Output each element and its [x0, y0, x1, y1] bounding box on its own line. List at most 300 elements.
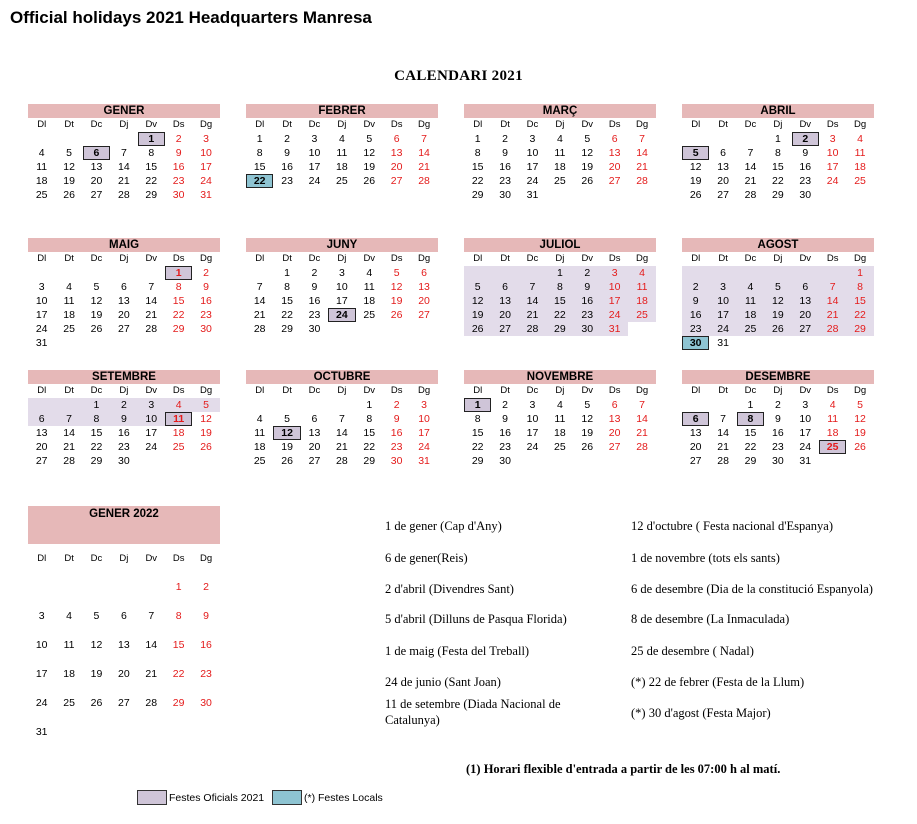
- day-cell: 27: [390, 175, 403, 187]
- day-cell: 29: [363, 455, 376, 467]
- weekday-header: Dt: [282, 385, 292, 396]
- weekday-header: Dc: [526, 253, 539, 264]
- day-cell: 15: [471, 161, 484, 173]
- day-cell: 23: [281, 175, 293, 187]
- day-cell: 15: [253, 161, 266, 173]
- day-cell: 25: [554, 175, 566, 187]
- day-cell: 23: [172, 175, 185, 187]
- weekday-header: Dg: [853, 253, 867, 264]
- weekday-header: Ds: [826, 119, 839, 130]
- month-agost: [682, 238, 874, 350]
- day-cell: 26: [363, 175, 376, 187]
- weekday-header: Dt: [282, 119, 292, 130]
- day-cell: 15: [363, 427, 376, 439]
- empty-day: [491, 266, 518, 280]
- day-cell: 29: [772, 189, 784, 201]
- weekday-header: Dl: [473, 385, 483, 396]
- month-grid: [464, 252, 656, 336]
- day-cell: 8: [284, 281, 290, 293]
- day-cell: 19: [90, 309, 103, 321]
- day-cell: 18: [63, 668, 75, 680]
- official-holiday-day: 2: [792, 132, 819, 146]
- day-cell: 11: [363, 281, 375, 293]
- day-cell: 14: [145, 295, 158, 307]
- day-cell: 8: [175, 281, 182, 293]
- day-cell: 19: [200, 427, 212, 439]
- day-cell: 25: [63, 323, 75, 335]
- day-cell: 14: [819, 294, 846, 308]
- day-cell: 19: [764, 308, 791, 322]
- weekday-header: Dv: [145, 385, 158, 396]
- empty-day: [301, 398, 328, 412]
- weekday-header: Dl: [37, 253, 47, 264]
- day-cell: 23: [682, 322, 709, 336]
- day-cell: 16: [118, 427, 130, 439]
- day-cell: 20: [118, 309, 130, 321]
- weekday-header: Dc: [90, 119, 103, 130]
- weekday-header: Dv: [799, 385, 812, 396]
- weekday-header: Dv: [145, 119, 158, 130]
- day-cell: 26: [689, 189, 702, 201]
- empty-day: [110, 266, 137, 280]
- day-cell: 26: [581, 441, 594, 453]
- day-cell: 7: [720, 413, 726, 425]
- empty-day: [28, 573, 55, 602]
- weekday-header: Dl: [37, 385, 47, 396]
- weekday-header: Dg: [853, 119, 867, 130]
- day-cell: 21: [519, 308, 546, 322]
- day-cell: 5: [93, 281, 100, 293]
- day-cell: 13: [792, 294, 819, 308]
- day-cell: 17: [526, 427, 539, 439]
- day-cell: 4: [556, 399, 563, 411]
- official-holiday-day: 8: [737, 412, 764, 426]
- day-cell: 27: [418, 309, 430, 321]
- day-cell: 5: [857, 399, 863, 411]
- day-cell: 2: [502, 133, 508, 145]
- weekday-header: Dv: [363, 253, 376, 264]
- day-cell: 13: [608, 147, 621, 159]
- month-grid: [464, 118, 656, 202]
- empty-day: [110, 132, 137, 146]
- day-cell: 16: [200, 639, 212, 651]
- day-cell: 28: [819, 322, 846, 336]
- day-cell: 6: [28, 412, 55, 426]
- day-cell: 9: [203, 281, 209, 293]
- day-cell: 10: [35, 639, 48, 651]
- day-cell: 18: [628, 294, 655, 308]
- day-cell: 23: [499, 441, 511, 453]
- day-cell: 5: [192, 398, 219, 412]
- month-header: JUNY: [246, 238, 438, 252]
- day-cell: 21: [636, 161, 648, 173]
- legend-official-label: Festes Oficials 2021: [169, 791, 265, 804]
- holiday-item: 1 de maig (Festa del Treball): [385, 644, 530, 658]
- day-cell: 9: [574, 280, 601, 294]
- day-cell: 9: [284, 147, 290, 159]
- day-cell: 5: [284, 413, 290, 425]
- day-cell: 18: [737, 308, 764, 322]
- day-cell: 2: [284, 133, 290, 145]
- month-gener-2022: [28, 506, 220, 747]
- day-cell: 20: [717, 175, 729, 187]
- day-cell: 17: [35, 668, 48, 680]
- day-cell: 15: [172, 295, 185, 307]
- official-holiday-day: 6: [682, 412, 709, 426]
- day-cell: 28: [336, 455, 348, 467]
- holiday-item: 5 d'abril (Dilluns de Pasqua Florida): [385, 612, 567, 626]
- official-holiday-day: 1: [464, 398, 491, 412]
- day-cell: 29: [172, 323, 185, 335]
- day-cell: 12: [200, 413, 212, 425]
- month-setembre: [28, 370, 220, 468]
- month-header: FEBRER: [246, 104, 438, 118]
- day-cell: 5: [764, 280, 791, 294]
- weekday-header: Ds: [826, 253, 839, 264]
- month-header: OCTUBRE: [246, 370, 438, 384]
- month-header: AGOST: [682, 238, 874, 252]
- day-cell: 21: [717, 441, 729, 453]
- flexible-hours-note: (1) Horari flexible d'entrada a partir de les 07:00 h al matí.: [466, 762, 781, 776]
- day-cell: 13: [689, 427, 702, 439]
- weekday-header: Ds: [172, 253, 185, 264]
- day-cell: 28: [636, 441, 648, 453]
- weekday-header: Dv: [145, 553, 158, 564]
- month-octubre: [246, 370, 438, 468]
- day-cell: 19: [281, 441, 293, 453]
- weekday-header: Dc: [90, 253, 103, 264]
- day-cell: 16: [799, 161, 812, 173]
- day-cell: 3: [38, 281, 45, 293]
- day-cell: 28: [519, 322, 546, 336]
- day-cell: 31: [35, 726, 48, 738]
- day-cell: 29: [546, 322, 573, 336]
- weekday-header: Dl: [37, 553, 47, 564]
- month-gener: [28, 104, 220, 202]
- day-cell: 30: [390, 455, 403, 467]
- day-cell: 7: [148, 281, 155, 293]
- weekday-header: Dc: [308, 385, 321, 396]
- day-cell: 4: [165, 398, 192, 412]
- day-cell: 21: [819, 308, 846, 322]
- day-cell: 17: [145, 427, 158, 439]
- weekday-header: Dv: [581, 253, 594, 264]
- day-cell: 25: [172, 441, 185, 453]
- weekday-header: Dt: [718, 253, 728, 264]
- day-cell: 27: [717, 189, 729, 201]
- weekday-header: Dc: [526, 119, 539, 130]
- day-cell: 26: [464, 322, 491, 336]
- day-cell: 1: [546, 266, 573, 280]
- day-cell: 27: [118, 697, 130, 709]
- official-holiday-day: 1: [138, 132, 165, 146]
- weekday-header: Dt: [500, 119, 510, 130]
- empty-day: [273, 398, 300, 412]
- day-cell: 11: [628, 280, 655, 294]
- day-cell: 12: [581, 413, 594, 425]
- day-cell: 18: [363, 295, 376, 307]
- day-cell: 8: [83, 412, 110, 426]
- weekday-header: Dl: [255, 253, 265, 264]
- day-cell: 7: [639, 133, 645, 145]
- day-cell: 18: [35, 175, 48, 187]
- day-cell: 12: [90, 639, 103, 651]
- day-cell: 12: [363, 147, 376, 159]
- weekday-header: Dt: [64, 385, 74, 396]
- holiday-item: 24 de junio (Sant Joan): [385, 675, 501, 689]
- weekday-header: Dc: [744, 119, 757, 130]
- weekday-header: Dl: [691, 253, 701, 264]
- day-cell: 13: [418, 281, 430, 293]
- official-holiday-day: 11: [165, 412, 192, 426]
- day-cell: 20: [390, 161, 403, 173]
- empty-day: [83, 573, 110, 602]
- weekday-header: Dt: [64, 253, 74, 264]
- weekday-header: Dg: [417, 253, 431, 264]
- weekday-header: Dg: [417, 385, 431, 396]
- day-cell: 9: [311, 281, 318, 293]
- day-cell: 29: [846, 322, 873, 336]
- day-cell: 27: [792, 322, 819, 336]
- month-desembre: [682, 370, 874, 468]
- day-cell: 8: [846, 280, 873, 294]
- day-cell: 16: [200, 295, 212, 307]
- day-cell: 8: [175, 610, 182, 622]
- weekday-header: Ds: [608, 253, 621, 264]
- weekday-header: Dt: [500, 385, 510, 396]
- day-cell: 2: [203, 581, 209, 593]
- weekday-header: Dj: [555, 119, 565, 130]
- day-cell: 2: [502, 399, 508, 411]
- day-cell: 11: [554, 413, 566, 425]
- month-grid: [28, 384, 220, 468]
- weekday-header: Dg: [635, 385, 649, 396]
- day-cell: 30: [118, 455, 130, 467]
- day-cell: 27: [608, 175, 621, 187]
- holiday-item: 6 de desembre (Dia de la constitució Espanyola): [631, 582, 873, 596]
- day-cell: 20: [608, 161, 621, 173]
- day-cell: 9: [682, 294, 709, 308]
- day-cell: 11: [63, 639, 75, 651]
- day-cell: 16: [499, 427, 511, 439]
- day-cell: 11: [336, 147, 348, 159]
- weekday-header: Dt: [718, 385, 728, 396]
- day-cell: 9: [203, 610, 209, 622]
- day-cell: 17: [601, 294, 628, 308]
- day-cell: 28: [717, 455, 729, 467]
- day-cell: 23: [799, 175, 812, 187]
- day-cell: 17: [826, 161, 839, 173]
- day-cell: 14: [253, 295, 266, 307]
- empty-day: [110, 573, 137, 602]
- day-cell: 4: [338, 133, 345, 145]
- empty-day: [138, 573, 165, 602]
- day-cell: 10: [601, 280, 628, 294]
- empty-day: [246, 398, 273, 412]
- day-cell: 10: [526, 147, 539, 159]
- weekday-header: Dc: [90, 553, 103, 564]
- weekday-header: Dt: [718, 119, 728, 130]
- day-cell: 19: [90, 668, 103, 680]
- day-cell: 13: [118, 295, 130, 307]
- day-cell: 15: [744, 427, 757, 439]
- day-cell: 2: [311, 267, 318, 279]
- day-cell: 3: [421, 399, 427, 411]
- day-cell: 1: [474, 133, 481, 145]
- day-cell: 10: [418, 413, 430, 425]
- month-header: JULIOL: [464, 238, 656, 252]
- month-header: NOVEMBRE: [464, 370, 656, 384]
- day-cell: 29: [90, 455, 103, 467]
- day-cell: 27: [118, 323, 130, 335]
- day-cell: 17: [336, 295, 348, 307]
- day-cell: 22: [172, 309, 185, 321]
- weekday-header: Dt: [500, 253, 510, 264]
- day-cell: 19: [854, 427, 866, 439]
- weekday-header: Dj: [119, 553, 129, 564]
- weekday-header: Dl: [691, 119, 701, 130]
- day-cell: 18: [253, 441, 266, 453]
- day-cell: 26: [90, 323, 103, 335]
- weekday-header: Ds: [608, 385, 621, 396]
- day-cell: 5: [93, 610, 100, 622]
- month-juliol: [464, 238, 656, 336]
- weekday-header: Ds: [390, 385, 403, 396]
- day-cell: 19: [390, 295, 403, 307]
- day-cell: 4: [66, 281, 72, 293]
- day-cell: 21: [636, 427, 648, 439]
- day-cell: 24: [145, 441, 158, 453]
- day-cell: 23: [200, 668, 212, 680]
- empty-day: [55, 573, 82, 602]
- day-cell: 13: [491, 294, 518, 308]
- legend-official: [137, 790, 264, 805]
- day-cell: 26: [200, 441, 212, 453]
- month-grid: [464, 384, 656, 468]
- day-cell: 14: [744, 161, 757, 173]
- day-cell: 13: [118, 639, 130, 651]
- holiday-item: 25 de desembre ( Nadal): [631, 644, 754, 658]
- weekday-header: Dv: [799, 119, 812, 130]
- day-cell: 14: [717, 427, 729, 439]
- day-cell: 12: [689, 161, 702, 173]
- day-cell: 25: [35, 189, 48, 201]
- day-cell: 31: [717, 337, 729, 349]
- day-cell: 19: [464, 308, 491, 322]
- empty-day: [83, 132, 110, 146]
- weekday-header: Dg: [199, 385, 213, 396]
- day-cell: 21: [145, 668, 158, 680]
- day-cell: 2: [574, 266, 601, 280]
- day-cell: 25: [253, 455, 266, 467]
- day-cell: 31: [601, 322, 628, 336]
- day-cell: 19: [363, 161, 376, 173]
- day-cell: 29: [744, 455, 757, 467]
- day-cell: 30: [499, 455, 511, 467]
- day-cell: 9: [110, 412, 137, 426]
- day-cell: 22: [90, 441, 103, 453]
- weekday-header: Dv: [581, 385, 594, 396]
- day-cell: 24: [799, 441, 812, 453]
- empty-day: [792, 266, 819, 280]
- day-cell: 18: [172, 427, 185, 439]
- official-holiday-day: 5: [682, 146, 709, 160]
- holiday-item: 8 de desembre (La Inmaculada): [631, 612, 790, 626]
- month-grid: [28, 252, 220, 350]
- day-cell: 3: [802, 399, 809, 411]
- holiday-item: 11 de setembre (Diada Nacional de Catalunya): [385, 697, 561, 727]
- day-cell: 16: [772, 427, 784, 439]
- weekday-header: Dg: [199, 553, 213, 564]
- day-cell: 1: [747, 399, 754, 411]
- empty-day: [709, 266, 736, 280]
- day-cell: 1: [846, 266, 873, 280]
- day-cell: 28: [636, 175, 648, 187]
- day-cell: 20: [118, 668, 130, 680]
- day-cell: 12: [581, 147, 594, 159]
- day-cell: 1: [284, 267, 290, 279]
- empty-day: [138, 266, 165, 280]
- day-cell: 6: [491, 280, 518, 294]
- day-cell: 13: [308, 427, 321, 439]
- day-cell: 10: [799, 413, 812, 425]
- empty-day: [737, 266, 764, 280]
- day-cell: 3: [709, 280, 736, 294]
- empty-day: [246, 266, 273, 280]
- weekday-header: Dj: [119, 119, 129, 130]
- day-cell: 26: [854, 441, 866, 453]
- empty-day: [682, 132, 709, 146]
- day-cell: 2: [175, 133, 182, 145]
- day-cell: 3: [529, 133, 536, 145]
- day-cell: 24: [418, 441, 430, 453]
- day-cell: 5: [66, 147, 72, 159]
- day-cell: 12: [390, 281, 403, 293]
- weekday-header: Ds: [172, 385, 185, 396]
- day-cell: 12: [854, 413, 866, 425]
- day-cell: 14: [336, 427, 348, 439]
- day-cell: 21: [336, 441, 348, 453]
- day-cell: 18: [826, 427, 839, 439]
- day-cell: 4: [556, 133, 563, 145]
- calendar-title: CALENDARI 2021: [394, 68, 523, 84]
- day-cell: 7: [819, 280, 846, 294]
- holiday-item: 6 de gener(Reis): [385, 551, 468, 565]
- weekday-header: Dl: [473, 119, 483, 130]
- weekday-header: Ds: [390, 119, 403, 130]
- weekday-header: Dj: [555, 253, 565, 264]
- day-cell: 10: [526, 413, 539, 425]
- day-cell: 22: [546, 308, 573, 322]
- day-cell: 26: [63, 189, 75, 201]
- day-cell: 1: [366, 399, 373, 411]
- day-cell: 8: [546, 280, 573, 294]
- day-cell: 15: [846, 294, 873, 308]
- day-cell: 27: [90, 189, 103, 201]
- weekday-header: Dt: [282, 253, 292, 264]
- empty-day: [55, 398, 82, 412]
- day-cell: 14: [636, 147, 648, 159]
- day-cell: 8: [774, 147, 781, 159]
- month-header: GENER 2022: [28, 506, 220, 544]
- day-cell: 22: [772, 175, 784, 187]
- holiday-item: 12 d'octubre ( Festa nacional d'Espanya): [631, 519, 834, 533]
- legend-official-swatch: [137, 790, 167, 805]
- weekday-header: Ds: [172, 119, 185, 130]
- month-grid: [682, 118, 874, 202]
- day-cell: 2: [203, 267, 209, 279]
- empty-day: [55, 266, 82, 280]
